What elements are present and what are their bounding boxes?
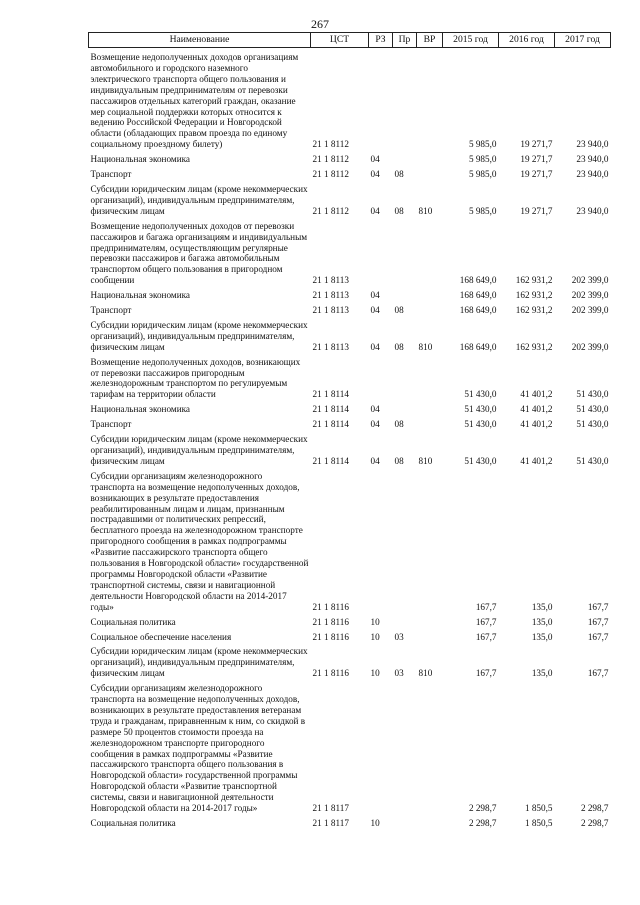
cell-pr: 03 (394, 631, 404, 642)
cell-2017: 202 399,0 (571, 305, 609, 316)
cell-cst: 21 1 8114 (312, 389, 349, 400)
cell-pr: 08 (394, 305, 404, 316)
cell-rz: 04 (370, 455, 380, 466)
budget-table (88, 32, 611, 829)
cell-rz (369, 217, 393, 286)
cell-cst: 21 1 8113 (312, 341, 349, 352)
cell-2015: 51 430,0 (464, 419, 497, 430)
cell-name: Транспорт (90, 419, 132, 430)
cell-pr: 08 (394, 419, 404, 430)
cell-name: Субсидии организациям железнодорожного транспорта на возмещение недополученных доходов, возникающих в результате предоставления ветеранам труда и гражданам, приравненным к ним, со скидкой в размере 50 процентов стоимости проезда на железнодорожном транспорте пригородного сообщения в рамках подпрограммы «Развитие пассажирского транспорта общего пользования в Новгородской области» государственной программы Новгородской области «Развитие транспортной системы, связи и навигационной деятельности Новгородской области на 2014-2017 годы» (90, 683, 306, 814)
cell-name: Национальная экономика (90, 404, 191, 415)
cell-vr (417, 415, 443, 430)
cell-vr (417, 613, 443, 628)
cell-2016: 19 271,7 (520, 169, 553, 180)
cell-vr (417, 814, 443, 829)
cell-vr (417, 217, 443, 286)
cell-2016: 41 401,2 (520, 404, 553, 415)
cell-2016: 162 931,2 (515, 305, 553, 316)
cell-cst: 21 1 8113 (312, 305, 349, 316)
cell-name: Транспорт (90, 169, 132, 180)
cell-cst: 21 1 8114 (312, 455, 349, 466)
cell-rz: 04 (370, 169, 380, 180)
table-row (89, 613, 611, 628)
cell-name: Социальная политика (90, 818, 176, 828)
table-row (89, 286, 611, 301)
cell-vr: 810 (418, 205, 433, 216)
cell-vr (417, 165, 443, 180)
cell-cst: 21 1 8112 (312, 205, 349, 216)
cell-vr (417, 286, 443, 301)
cell-2017: 202 399,0 (571, 290, 609, 301)
cell-2016: 19 271,7 (520, 205, 553, 216)
cell-rz (369, 48, 393, 151)
cell-2017: 202 399,0 (571, 341, 609, 352)
table-row (89, 628, 611, 643)
cell-2016: 135,0 (531, 601, 553, 612)
table-row (89, 679, 611, 814)
cell-pr (393, 150, 417, 165)
cell-cst: 21 1 8117 (312, 818, 349, 828)
cell-rz (369, 679, 393, 814)
cell-2015: 2 298,7 (468, 803, 497, 814)
cell-name: Возмещение недополученных доходов организациям автомобильного и городского наземного электрического транспорта общего пользования и индивидуальным предпринимателям от перевозки пассажиров отдельных категорий граждан, оказание мер социальной поддержки которых относится к ведению Российской Федерации и Новгородской области (обладающих правом проезда по единому социальному проездному билету) (90, 52, 299, 150)
cell-rz: 04 (370, 341, 380, 352)
cell-name: Субсидии юридическим лицам (кроме некоммерческих организаций), индивидуальным предпринимателям, физическим лицам (90, 646, 308, 679)
cell-rz: 10 (370, 818, 380, 828)
cell-cst: 21 1 8116 (312, 601, 349, 612)
cell-2015: 167,7 (475, 668, 497, 679)
cell-2015: 167,7 (475, 631, 497, 642)
cell-2016: 19 271,7 (520, 139, 553, 150)
cell-cst: 21 1 8112 (312, 139, 349, 150)
cell-rz: 04 (370, 305, 380, 316)
cell-rz: 04 (370, 154, 380, 165)
cell-2016: 135,0 (531, 631, 553, 642)
cell-rz (369, 467, 393, 613)
table-row (89, 415, 611, 430)
table-row (89, 217, 611, 286)
cell-vr: 810 (418, 455, 433, 466)
cell-cst: 21 1 8114 (312, 404, 349, 415)
cell-2016: 1 850,5 (524, 818, 553, 828)
cell-cst: 21 1 8116 (312, 668, 349, 679)
column-header-name: Наименование (89, 33, 311, 48)
cell-name: Национальная экономика (90, 154, 191, 165)
cell-2017: 167,7 (587, 616, 609, 627)
cell-rz: 04 (370, 419, 380, 430)
cell-vr (417, 400, 443, 415)
cell-2016: 162 931,2 (515, 275, 553, 286)
cell-2015: 167,7 (475, 601, 497, 612)
cell-2015: 51 430,0 (464, 389, 497, 400)
cell-rz: 04 (370, 205, 380, 216)
cell-vr: 810 (418, 341, 433, 352)
cell-cst: 21 1 8112 (312, 154, 349, 165)
cell-2015: 5 985,0 (468, 154, 497, 165)
cell-cst: 21 1 8113 (312, 290, 349, 301)
cell-pr (393, 467, 417, 613)
cell-2017: 51 430,0 (576, 419, 609, 430)
cell-2015: 51 430,0 (464, 404, 497, 415)
table-header-row (89, 33, 611, 48)
cell-2017: 167,7 (587, 631, 609, 642)
column-header-pr: Пр (393, 33, 417, 48)
cell-2017: 2 298,7 (580, 803, 609, 814)
cell-vr (417, 301, 443, 316)
cell-cst: 21 1 8116 (312, 631, 349, 642)
cell-name: Субсидии юридическим лицам (кроме некоммерческих организаций), индивидуальным предпринимателям, физическим лицам (90, 319, 308, 352)
column-header-cst: ЦСТ (311, 33, 369, 48)
cell-rz: 04 (370, 290, 380, 301)
cell-vr (417, 467, 443, 613)
cell-2017: 23 940,0 (576, 139, 609, 150)
cell-2016: 19 271,7 (520, 154, 553, 165)
cell-cst: 21 1 8113 (312, 275, 349, 286)
cell-name: Субсидии юридическим лицам (кроме некоммерческих организаций), индивидуальным предпринимателям, физическим лицам (90, 183, 308, 216)
table-row (89, 467, 611, 613)
table-body (89, 48, 611, 829)
cell-rz: 10 (370, 631, 380, 642)
cell-2015: 2 298,7 (468, 818, 497, 828)
cell-2017: 51 430,0 (576, 404, 609, 415)
table-row (89, 48, 611, 151)
cell-name: Возмещение недополученных доходов, возникающих от перевозки пассажиров пригородным железнодорожным транспортом по регулируемым тарифам на территории области (90, 356, 301, 400)
cell-pr: 08 (394, 341, 404, 352)
cell-vr (417, 628, 443, 643)
cell-2016: 162 931,2 (515, 290, 553, 301)
cell-2017: 202 399,0 (571, 275, 609, 286)
cell-rz: 10 (370, 668, 380, 679)
page-number: 267 (311, 17, 329, 31)
cell-2017: 2 298,7 (580, 818, 609, 828)
cell-2017: 23 940,0 (576, 169, 609, 180)
cell-pr (393, 217, 417, 286)
cell-2015: 51 430,0 (464, 455, 497, 466)
table-row (89, 400, 611, 415)
cell-2015: 5 985,0 (468, 139, 497, 150)
cell-2015: 168 649,0 (459, 290, 497, 301)
cell-name: Социальное обеспечение населения (90, 631, 232, 642)
cell-2016: 41 401,2 (520, 455, 553, 466)
cell-name: Возмещение недополученных доходов от перевозки пассажиров и багажа организациям и индивидуальным предпринимателям, осуществляющим регулярные перевозки пассажиров и багажа автомобильным транспортом общего пользования в пригородном сообщении (90, 220, 308, 286)
cell-2016: 135,0 (531, 616, 553, 627)
cell-2015: 5 985,0 (468, 169, 497, 180)
cell-cst: 21 1 8117 (312, 803, 349, 814)
cell-vr (417, 48, 443, 151)
cell-vr: 810 (418, 668, 433, 679)
cell-pr (393, 814, 417, 829)
table-row (89, 301, 611, 316)
table-row (89, 430, 611, 467)
cell-vr (417, 150, 443, 165)
cell-rz: 10 (370, 616, 380, 627)
column-header-2017: 2017 год (555, 33, 611, 48)
cell-2017: 167,7 (587, 601, 609, 612)
cell-pr (393, 353, 417, 401)
cell-2015: 5 985,0 (468, 205, 497, 216)
cell-2016: 135,0 (531, 668, 553, 679)
cell-rz: 04 (370, 404, 380, 415)
table-row (89, 165, 611, 180)
cell-2017: 51 430,0 (576, 389, 609, 400)
cell-2016: 1 850,5 (524, 803, 553, 814)
cell-name: Субсидии организациям железнодорожного транспорта на возмещение недополученных доходов, возникающих в результате предоставления реабилитированным лицам и лицам, признанным пострадавшими от политических репрессий, бесплатного проезда на железнодорожном транспорте пригородного сообщения в рамках подпрограммы «Развитие пассажирского транспорта общего пользования в Новгородской области» государственной программы Новгородской области «Развитие транспортной системы, связи и навигационной деятельности Новгородской области на 2014-2017 годы» (90, 470, 309, 612)
table-row (89, 150, 611, 165)
cell-pr (393, 613, 417, 628)
cell-2017: 23 940,0 (576, 154, 609, 165)
table-row (89, 353, 611, 401)
cell-pr: 03 (394, 668, 404, 679)
cell-pr (393, 286, 417, 301)
cell-vr (417, 353, 443, 401)
cell-rz (369, 353, 393, 401)
table-row (89, 814, 611, 829)
cell-cst: 21 1 8112 (312, 169, 349, 180)
table-row (89, 642, 611, 679)
column-header-2016: 2016 год (499, 33, 555, 48)
table-row (89, 316, 611, 353)
cell-vr (417, 679, 443, 814)
cell-2015: 168 649,0 (459, 341, 497, 352)
cell-pr (393, 400, 417, 415)
cell-pr: 08 (394, 169, 404, 180)
cell-2016: 41 401,2 (520, 389, 553, 400)
cell-pr (393, 679, 417, 814)
cell-name: Национальная экономика (90, 290, 191, 301)
column-header-vr: ВР (417, 33, 443, 48)
cell-2015: 168 649,0 (459, 305, 497, 316)
cell-2017: 23 940,0 (576, 205, 609, 216)
cell-pr: 08 (394, 455, 404, 466)
cell-2017: 167,7 (587, 668, 609, 679)
table-row (89, 180, 611, 217)
cell-pr (393, 48, 417, 151)
cell-name: Социальная политика (90, 616, 176, 627)
cell-name: Транспорт (90, 305, 132, 316)
column-header-2015: 2015 год (443, 33, 499, 48)
cell-cst: 21 1 8116 (312, 616, 349, 627)
cell-pr: 08 (394, 205, 404, 216)
cell-2015: 167,7 (475, 616, 497, 627)
cell-2017: 51 430,0 (576, 455, 609, 466)
cell-2016: 162 931,2 (515, 341, 553, 352)
cell-cst: 21 1 8114 (312, 419, 349, 430)
cell-2016: 41 401,2 (520, 419, 553, 430)
cell-name: Субсидии юридическим лицам (кроме некоммерческих организаций), индивидуальным предпринимателям, физическим лицам (90, 434, 308, 466)
column-header-rz: РЗ (369, 33, 393, 48)
cell-2015: 168 649,0 (459, 275, 497, 286)
